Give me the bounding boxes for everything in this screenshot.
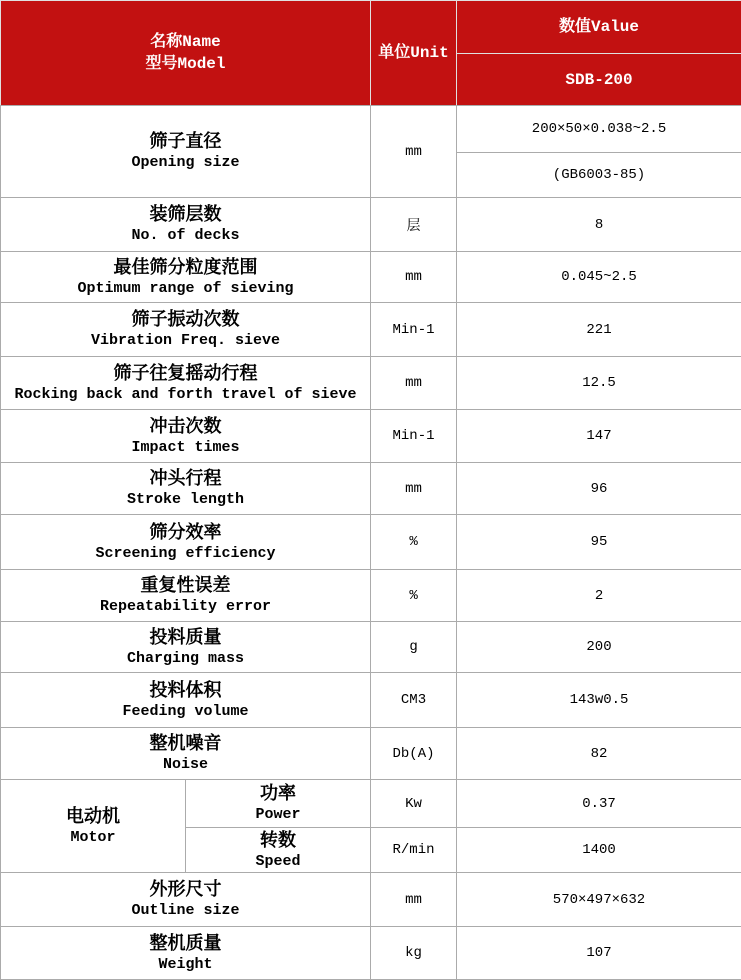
repeatability-error-label-cell [1, 570, 371, 622]
no-of-decks-label-en: No. of decks [131, 227, 240, 244]
rocking-travel-label-en: Rocking back and forth travel of sieve [14, 385, 357, 403]
repeatability-error-unit-cell: % [371, 570, 457, 622]
row-noise [1, 728, 741, 780]
optimum-range-label-zh: 最佳筛分粒度范围 [113, 256, 258, 277]
motor-label-zh: 电动机 [66, 805, 120, 826]
speed-label-en: Speed [255, 852, 301, 870]
noise-label-zh: 整机噪音 [149, 733, 222, 753]
feeding-volume-label-cell [1, 673, 371, 728]
stroke-length-unit-cell: mm [371, 463, 457, 515]
vibration-freq-label-en: Vibration Freq. sieve [90, 332, 281, 349]
outline-size-label-cell [1, 873, 371, 927]
row-screening-efficiency [1, 515, 741, 570]
outline-size-value-cell: 570×497×632 [457, 873, 741, 927]
vibration-freq-unit-cell: Min-1 [371, 303, 457, 357]
optimum-range-label-cell [1, 252, 371, 303]
header-name-model-cell [1, 1, 371, 106]
row-weight [1, 927, 741, 980]
charging-mass-value-cell: 200 [457, 622, 741, 673]
power-label-en: Power [255, 806, 301, 823]
no-of-decks-label-zh: 装筛层数 [149, 204, 222, 224]
power-value-cell: 0.37 [457, 780, 741, 828]
weight-label-en: Weight [158, 955, 213, 973]
speed-label-zh: 转数 [260, 829, 296, 850]
row-feeding-volume [1, 673, 741, 728]
charging-mass-label-en: Charging mass [126, 649, 245, 667]
speed-unit-cell: R/min [371, 828, 457, 873]
stroke-length-value-cell: 96 [457, 463, 741, 515]
stroke-length-label-cell [1, 463, 371, 515]
power-label-cell [186, 780, 371, 828]
charging-mass-unit-cell: g [371, 622, 457, 673]
row-rocking-travel [1, 357, 741, 410]
impact-times-label-cell [1, 410, 371, 463]
speed-label-cell [186, 828, 371, 873]
row-charging-mass [1, 622, 741, 673]
row-impact-times [1, 410, 741, 463]
row-vibration-freq [1, 303, 741, 357]
header-name-label: 名称Name [150, 33, 221, 51]
impact-times-label-en: Impact times [131, 438, 240, 456]
weight-unit-cell: kg [371, 927, 457, 980]
power-label-zh: 功率 [260, 783, 296, 803]
row-optimum-range [1, 252, 741, 303]
row-repeatability-error [1, 570, 741, 622]
power-unit-cell: Kw [371, 780, 457, 828]
vibration-freq-label-zh: 筛子振动次数 [131, 309, 240, 329]
outline-size-unit-cell: mm [371, 873, 457, 927]
weight-label-zh: 整机质量 [149, 932, 222, 953]
stroke-length-label-zh: 冲头行程 [149, 468, 222, 488]
row-opening-size [1, 106, 741, 153]
optimum-range-label-en: Optimum range of sieving [77, 279, 294, 297]
charging-mass-label-zh: 投料质量 [149, 626, 222, 647]
opening-size-unit-cell: mm [371, 106, 457, 198]
optimum-range-value-cell: 0.045~2.5 [457, 252, 741, 303]
impact-times-unit-cell: Min-1 [371, 410, 457, 463]
noise-label-en: Noise [163, 756, 209, 773]
opening-size-value-cell: 200×50×0.038~2.5 [457, 106, 741, 153]
row-motor-power [1, 780, 741, 828]
weight-value-cell: 107 [457, 927, 741, 980]
header-value-cell: 数值Value [457, 1, 741, 54]
noise-value-cell: 82 [457, 728, 741, 780]
feeding-volume-label-en: Feeding volume [122, 702, 249, 720]
impact-times-label-zh: 冲击次数 [149, 415, 222, 436]
motor-label-en: Motor [70, 828, 116, 846]
header-model-label: 型号Model [145, 55, 226, 73]
row-no-of-decks [1, 198, 741, 252]
header-unit-cell: 单位Unit [371, 1, 457, 106]
vibration-freq-value-cell: 221 [457, 303, 741, 357]
feeding-volume-unit-cell: CM3 [371, 673, 457, 728]
repeatability-error-value-cell: 2 [457, 570, 741, 622]
opening-size-label-en: Opening size [131, 154, 240, 171]
noise-label-cell [1, 728, 371, 780]
screening-efficiency-label-cell [1, 515, 371, 570]
impact-times-value-cell: 147 [457, 410, 741, 463]
repeatability-error-label-en: Repeatability error [99, 598, 272, 615]
rocking-travel-label-zh: 筛子往复摇动行程 [113, 362, 258, 383]
outline-size-label-en: Outline size [131, 902, 240, 919]
screening-efficiency-label-zh: 筛分效率 [149, 521, 222, 542]
vibration-freq-label-cell [1, 303, 371, 357]
feeding-volume-value-cell: 143w0.5 [457, 673, 741, 728]
screening-efficiency-value-cell: 95 [457, 515, 741, 570]
speed-value-cell: 1400 [457, 828, 741, 873]
rocking-travel-label-cell [1, 357, 371, 410]
header-model-value-cell: SDB-200 [457, 54, 741, 106]
header-row-1 [1, 1, 741, 54]
opening-size-label-cell [1, 106, 371, 198]
repeatability-error-label-zh: 重复性误差 [140, 575, 231, 595]
noise-unit-cell: Db(A) [371, 728, 457, 780]
no-of-decks-label-cell [1, 198, 371, 252]
charging-mass-label-cell [1, 622, 371, 673]
rocking-travel-value-cell: 12.5 [457, 357, 741, 410]
screening-efficiency-label-en: Screening efficiency [95, 544, 276, 562]
stroke-length-label-en: Stroke length [126, 491, 245, 508]
optimum-range-unit-cell: mm [371, 252, 457, 303]
no-of-decks-value-cell: 8 [457, 198, 741, 252]
screening-efficiency-unit-cell: % [371, 515, 457, 570]
feeding-volume-label-zh: 投料体积 [149, 679, 222, 700]
outline-size-label-zh: 外形尺寸 [149, 879, 222, 899]
opening-size-standard-cell: (GB6003-85) [457, 153, 741, 198]
opening-size-label-zh: 筛子直径 [149, 131, 222, 151]
row-stroke-length [1, 463, 741, 515]
weight-label-cell [1, 927, 371, 980]
rocking-travel-unit-cell: mm [371, 357, 457, 410]
motor-label-cell [1, 780, 186, 873]
no-of-decks-unit-cell: 层 [371, 198, 457, 252]
row-outline-size [1, 873, 741, 927]
